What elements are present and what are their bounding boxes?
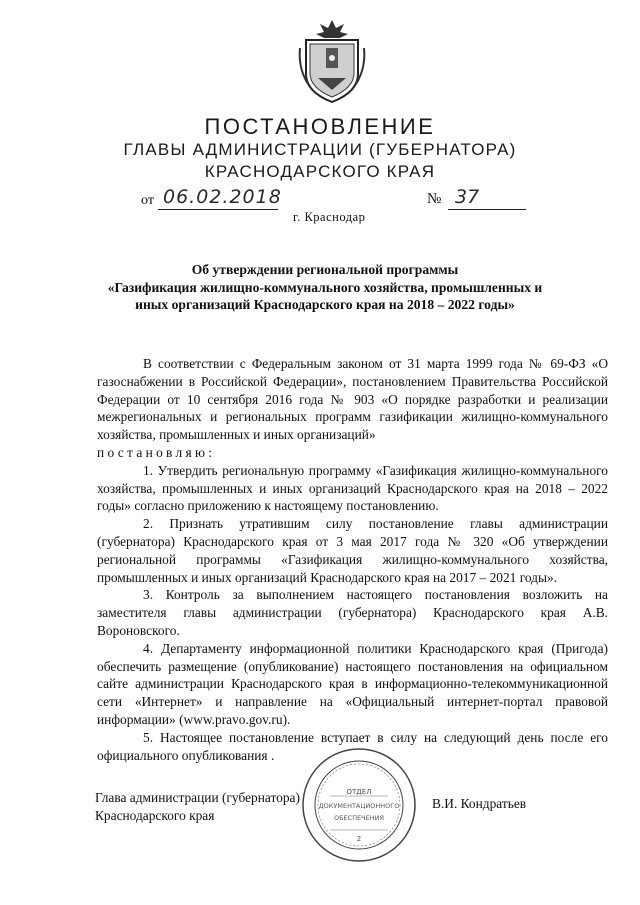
svg-text:ОБЕСПЕЧЕНИЯ: ОБЕСПЕЧЕНИЯ — [333, 814, 385, 822]
list-item: 4. Департаменту информационной политики Краснодарского края (Пригода) обеспечить размещение (опубликование) настоящего постановления на официальном сайте администрации Краснодарского края в информационно-телекоммуникационной сети «Интернет» и направление на «Официальный интернет-портал правовой информации» (www.pravo.gov.ru). — [97, 640, 608, 727]
signatory-position — [95, 789, 300, 824]
region-heading: КРАСНОДАРСКОГО КРАЯ — [204, 162, 436, 181]
list-item: 3. Контроль за выполнением настоящего постановления возложить на заместителя главы администрации (губернатора) Краснодарского края А.В. Вороновского. — [97, 587, 608, 638]
title-line: «Газификация жилищно-коммунального хозяйства, промышленных и — [107, 279, 543, 295]
date-label: от — [141, 193, 154, 208]
list-item: 5. Настоящее постановление вступает в силу на следующий день после его официального опубликования . — [97, 729, 608, 763]
svg-text:ОТДЕЛ: ОТДЕЛ — [346, 788, 372, 796]
city-label: г. Краснодар — [293, 210, 366, 224]
official-stamp-icon — [300, 746, 418, 864]
list-item: 1. Утвердить региональную программу «Газификация жилищно-коммунального хозяйства, промышленных и иных организаций Краснодарского края на 2018 – 2022 годы» согласно приложению к настоящему постановлению. — [97, 462, 608, 514]
intro-paragraph: В соответствии с Федеральным законом от 31 марта 1999 года № 69-ФЗ «О газоснабжении в Российской Федерации», постановлением Правительства Российской Федерации от 10 сентября 2016 года № 903 «О порядке разработки и реализации межрегиональных и региональных программ газификации жилищно-коммунального хозяйства, промышленных и иных организаций» — [97, 356, 608, 443]
number-underline — [448, 209, 526, 210]
issuer-heading: ГЛАВЫ АДМИНИСТРАЦИИ (ГУБЕРНАТОРА) — [123, 140, 517, 159]
number-value: 37 — [455, 186, 480, 208]
coat-of-arms-icon — [296, 18, 368, 104]
svg-text:ДОКУМЕНТАЦИОННОГО: ДОКУМЕНТАЦИОННОГО — [318, 802, 400, 810]
title-line: иных организаций Краснодарского края на 2018 – 2022 годы» — [135, 297, 515, 312]
date-underline — [158, 209, 278, 210]
title-line: Об утверждении региональной программы — [191, 262, 459, 277]
position-line: Краснодарского края — [95, 807, 215, 823]
position-line: Глава администрации (губернатора) — [95, 790, 300, 805]
document-title — [90, 261, 560, 314]
svg-text:2: 2 — [356, 835, 362, 843]
decree-word: постановляю: — [97, 444, 216, 460]
document-type-heading: ПОСТАНОВЛЕНИЕ — [204, 114, 436, 139]
document-body — [97, 355, 608, 764]
number-label: № — [427, 191, 442, 207]
list-item: 2. Признать утратившим силу постановление главы администрации (губернатора) Краснодарского края от 3 мая 2017 года № 320 «Об утверждении региональной программы «Газификация жилищно-коммунального хозяйства, промышленных и иных организаций Краснодарского края на 2017 – 2021 годы». — [97, 516, 608, 585]
date-value: 06.02.2018 — [163, 186, 282, 208]
signatory-name: В.И. Кондратьев — [432, 796, 527, 811]
